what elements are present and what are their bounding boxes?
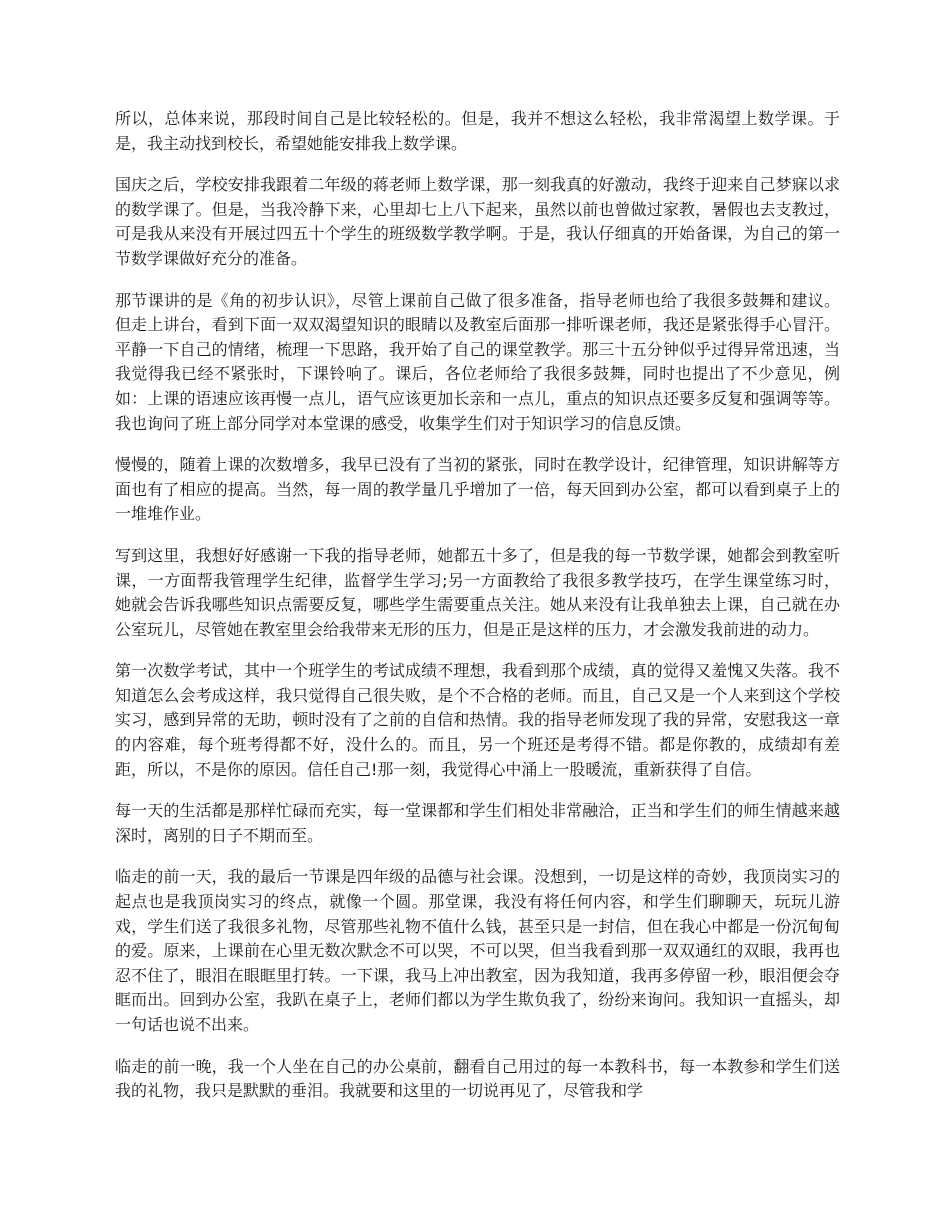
- paragraph-4: 慢慢的，随着上课的次数增多，我早已没有了当初的紧张，同时在教学设计，纪律管理，知识讲解等方面也有了相应的提高。当然，每一周的教学量几乎增加了一倍，每天回到办公室，都可以看到桌子上的一堆堆作业。: [115, 455, 840, 524]
- paragraph-2: 国庆之后，学校安排我跟着二年级的蒋老师上数学课，那一刻我真的好激动，我终于迎来自己梦寐以求的数学课了。但是，当我冷静下来，心里却七上八下起来，虽然以前也曾做过家教，暑假也去支教过，可是我从来没有开展过四五十个学生的班级数学教学啊。于是，我认仔细真的开始备课，为自己的第一节数学课做好充分的准备。: [115, 175, 840, 268]
- paragraph-9: 临走的前一晚，我一个人坐在自己的办公桌前，翻看自己用过的每一本教科书，每一本教参和学生们送我的礼物，我只是默默的垂泪。我就要和这里的一切说再见了，尽管我和学: [115, 1056, 840, 1101]
- paragraph-5: 写到这里，我想好好感谢一下我的指导老师，她都五十多了，但是我的每一节数学课，她都会到教室听课，一方面帮我管理学生纪律，监督学生学习;另一方面教给了我很多教学技巧，在学生课堂练习时，她就会告诉我哪些知识点需要反复，哪些学生需要重点关注。她从来没有让我单独去上课，自己就在办公室玩儿，尽管她在教室里会给我带来无形的压力，但是正是这样的压力，才会激发我前进的动力。: [115, 545, 840, 639]
- document-body: [115, 107, 840, 1121]
- paragraph-7: 每一天的生活都是那样忙碌而充实，每一堂课都和学生们相处非常融洽，正当和学生们的师生情越来越深时，离别的日子不期而至。: [115, 801, 840, 845]
- paragraph-8: 临走的前一天，我的最后一节课是四年级的品德与社会课。没想到，一切是这样的奇妙，我顶岗实习的起点也是我顶岗实习的终点，就像一个圆。那堂课，我没有将任何内容，和学生们聊聊天，玩玩儿游戏，学生们送了我很多礼物，尽管那些礼物不值什么钱，甚至只是一封信，但在我心中都是一份沉甸甸的爱。原来，上课前在心里无数次默念不可以哭，不可以哭，但当我看到那一双双通红的双眼，我再也忍不住了，眼泪在眼眶里打转。一下课，我马上冲出教室，因为我知道，我再多停留一秒，眼泪便会夺眶而出。回到办公室，我趴在桌子上，老师们都以为学生欺负我了，纷纷来询问。我知识一直摇头，却一句话也说不出来。: [115, 867, 840, 1034]
- paragraph-1: 所以，总体来说，那段时间自己是比较轻松的。但是，我并不想这么轻松，我非常渴望上数学课。于是，我主动找到校长，希望她能安排我上数学课。: [115, 109, 840, 153]
- paragraph-3: 那节课讲的是《角的初步认识》，尽管上课前自己做了很多准备，指导老师也给了我很多鼓舞和建议。但走上讲台，看到下面一双双渴望知识的眼睛以及教室后面那一排听课老师，我还是紧张得手心冒汗。平静一下自己的情绪，梳理一下思路，我开始了自己的课堂教学。那三十五分钟似乎过得异常迅速，当我觉得我已经不紧张时，下课铃响了。课后，各位老师给了我很多鼓舞，同时也提出了不少意见，例如：上课的语速应该再慢一点儿，语气应该更加长亲和一点儿，重点的知识点还要多反复和强调等等。我也询问了班上部分同学对本堂课的感受，收集学生们对于知识学习的信息反馈。: [115, 290, 840, 433]
- paragraph-6: 第一次数学考试，其中一个班学生的考试成绩不理想，我看到那个成绩，真的觉得又羞愧又失落。我不知道怎么会考成这样，我只觉得自己很失败，是个不合格的老师。而且，自己又是一个人来到这个学校实习，感到异常的无助，顿时没有了之前的自信和热情。我的指导老师发现了我的异常，安慰我这一章的内容难，每个班考得都不好，没什么的。而且，另一个班还是考得不错。都是你教的，成绩却有差距，所以，不是你的原因。信任自己!那一刻，我觉得心中涌上一股暖流，重新获得了自信。: [115, 661, 840, 779]
